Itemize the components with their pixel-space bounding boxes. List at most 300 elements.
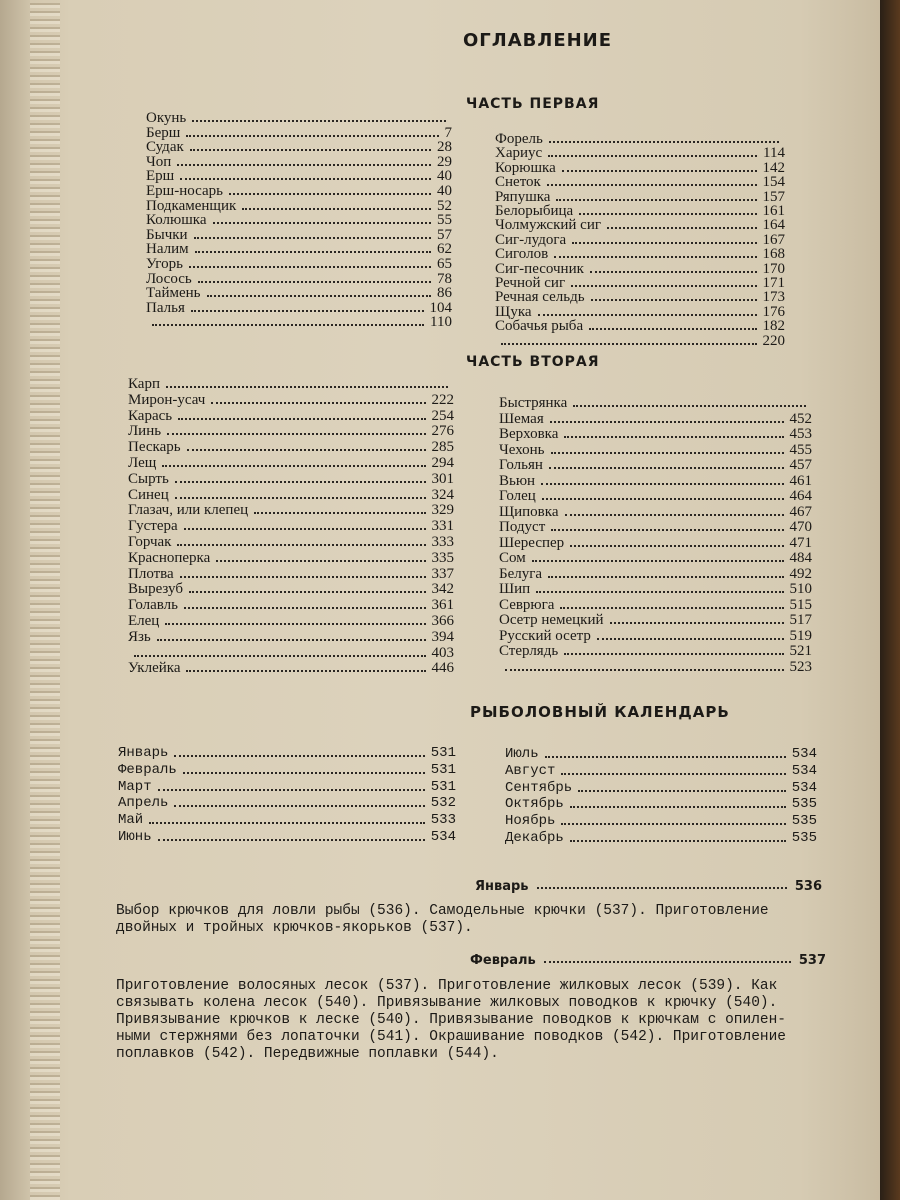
entry-page: 531 xyxy=(430,778,456,795)
section-name: Февраль xyxy=(470,953,536,968)
calendar-title: РЫБОЛОВНЫЙ КАЛЕНДАРЬ xyxy=(470,703,730,721)
entry-page: 52 xyxy=(437,197,452,214)
entry-page: 329 xyxy=(431,502,454,519)
entry-name: Речная сельдь xyxy=(495,289,585,306)
leader-dots xyxy=(134,655,426,657)
leader-dots xyxy=(551,529,783,531)
entry-page: 171 xyxy=(762,275,785,291)
toc-entry xyxy=(495,333,785,349)
text-line: двойных и тройных крючков-якорьков (537). xyxy=(116,920,473,936)
leader-dots xyxy=(572,242,756,244)
leader-dots xyxy=(542,498,784,500)
entry-page: 28 xyxy=(437,139,452,156)
leader-dots xyxy=(565,514,784,516)
leader-dots xyxy=(207,295,432,297)
entry-page: 523 xyxy=(789,658,812,675)
part-one-title: ЧАСТЬ ПЕРВАЯ xyxy=(466,96,600,112)
entry-page: 78 xyxy=(437,270,452,287)
entry-name: Июль xyxy=(505,746,539,762)
leader-dots xyxy=(589,328,756,330)
toc-entry xyxy=(128,487,454,503)
entry-name: Верховка xyxy=(499,426,559,442)
toc-entry xyxy=(499,488,812,504)
entry-page: 86 xyxy=(437,285,452,302)
toc-entry xyxy=(499,426,812,442)
toc-entry xyxy=(499,597,812,613)
toc-entry xyxy=(499,473,812,489)
text-line: ными стержнями без лопаточки (541). Окрашивание поводков (542). Приготовление xyxy=(116,1029,787,1045)
leader-dots xyxy=(190,149,431,151)
entry-page: 535 xyxy=(791,796,817,813)
entry-name: Стерлядь xyxy=(499,643,559,659)
section-page: 536 xyxy=(794,879,822,894)
leader-dots xyxy=(187,449,426,451)
entry-name: Хариус xyxy=(495,145,543,162)
toc-entry xyxy=(146,256,452,272)
toc-entry xyxy=(128,518,454,534)
entry-name: Вьюн xyxy=(499,472,536,489)
entry-name: Собачья рыба xyxy=(495,318,584,335)
leader-dots xyxy=(198,281,431,283)
entry-page: 114 xyxy=(763,145,785,162)
entry-name: Пескарь xyxy=(128,439,181,456)
text-line: Выбор крючков для ловли рыбы (536). Самодельные крючки (537). Приготовление xyxy=(116,903,769,919)
text-line: Привязывание крючков к леске (540). Привязывание поводков к крючкам с опилен- xyxy=(116,1012,787,1028)
section-january-text xyxy=(116,903,769,937)
toc-entry xyxy=(128,645,454,661)
leader-dots xyxy=(536,591,783,593)
text-line: поплавков (542). Передвижные поплавки (544). xyxy=(116,1046,499,1062)
leader-dots xyxy=(564,436,783,438)
toc-entry xyxy=(499,395,812,411)
toc-entry xyxy=(505,796,817,812)
entry-page: 220 xyxy=(762,332,785,349)
leader-dots xyxy=(564,653,783,655)
entry-name: Глазач, или клепец xyxy=(128,502,249,519)
entry-page: 161 xyxy=(762,203,785,219)
entry-page: 534 xyxy=(791,779,817,796)
toc-entry xyxy=(146,227,452,243)
entry-page: 517 xyxy=(789,612,812,628)
entry-name: Подуст xyxy=(499,519,546,535)
entry-page: 167 xyxy=(762,231,785,248)
entry-page: 285 xyxy=(431,439,454,456)
section-february-text xyxy=(116,978,786,1063)
entry-page: 510 xyxy=(789,581,812,597)
toc-entry xyxy=(146,110,452,126)
toc-entry xyxy=(499,411,812,427)
entry-name: Чоп xyxy=(146,153,172,170)
entry-name: Язь xyxy=(128,628,151,645)
leader-dots xyxy=(254,512,425,514)
toc-entry xyxy=(146,271,452,287)
entry-page: 471 xyxy=(789,534,812,551)
entry-name: Уклейка xyxy=(128,660,181,677)
leader-dots xyxy=(158,839,425,841)
entry-name: Красноперка xyxy=(128,549,211,566)
entry-name: Угорь xyxy=(146,256,183,272)
toc-entry xyxy=(128,423,454,439)
toc-entry xyxy=(499,566,812,582)
entry-name: Сырть xyxy=(128,470,169,487)
toc-entry xyxy=(499,643,812,659)
entry-name: Ряпушка xyxy=(495,188,551,205)
leader-dots xyxy=(184,607,425,609)
leader-dots xyxy=(191,310,424,312)
text-line: связывать колена лесок (540). Привязывание жилковых поводков к крючку (540). xyxy=(116,995,778,1011)
entry-name: Ноябрь xyxy=(505,813,556,830)
section-name: Январь xyxy=(475,879,529,894)
leader-dots xyxy=(167,433,425,435)
leader-dots xyxy=(561,823,785,825)
leader-dots xyxy=(549,467,784,469)
leader-dots xyxy=(590,271,757,273)
entry-page: 176 xyxy=(762,303,785,320)
entry-page: 182 xyxy=(762,318,785,335)
toc-entry xyxy=(499,581,812,597)
leader-dots xyxy=(570,840,786,842)
leader-dots xyxy=(162,465,425,467)
entry-page: 157 xyxy=(762,188,785,205)
entry-name: Густера xyxy=(128,518,178,535)
entry-name: Снеток xyxy=(495,174,541,191)
entry-name: Январь xyxy=(118,745,169,761)
entry-page: 173 xyxy=(762,289,785,306)
entry-page: 403 xyxy=(431,644,454,661)
leader-dots xyxy=(573,405,806,407)
entry-name: Шемая xyxy=(499,410,544,427)
entry-name: Май xyxy=(118,812,144,829)
entry-name: Лещ xyxy=(128,455,157,471)
entry-page: 333 xyxy=(431,534,454,550)
entry-name: Февраль xyxy=(118,761,177,778)
leader-dots xyxy=(549,141,779,143)
entry-name: Карп xyxy=(128,376,160,392)
entry-page: 452 xyxy=(789,410,812,427)
entry-name: Осетр немецкий xyxy=(499,612,604,628)
leader-dots xyxy=(183,772,425,774)
toc-entry xyxy=(146,285,452,301)
entry-page: 534 xyxy=(791,762,817,779)
leader-dots xyxy=(541,483,783,485)
toc-entry xyxy=(499,659,812,675)
entry-name: Берш xyxy=(146,124,181,141)
leader-dots xyxy=(561,773,785,775)
entry-name: Август xyxy=(505,762,556,779)
toc-entry xyxy=(118,829,456,845)
entry-page: 55 xyxy=(437,212,452,229)
entry-name: Русский осетр xyxy=(499,627,591,644)
entry-name: Гольян xyxy=(499,457,543,473)
leader-dots xyxy=(184,528,426,530)
leader-dots xyxy=(551,452,784,454)
leader-dots xyxy=(186,135,438,137)
entry-page: 467 xyxy=(789,503,812,520)
toc-entry xyxy=(118,795,456,811)
leader-dots xyxy=(532,560,784,562)
entry-name: Таймень xyxy=(146,285,201,302)
entry-page: 164 xyxy=(762,217,785,234)
entry-name: Щиповка xyxy=(499,503,559,520)
entry-name: Сиголов xyxy=(495,246,549,263)
leader-dots xyxy=(211,402,425,404)
entry-page: 29 xyxy=(437,153,452,170)
part-two-title: ЧАСТЬ ВТОРАЯ xyxy=(466,354,600,370)
leader-dots xyxy=(174,755,424,757)
entry-page: 168 xyxy=(762,246,785,263)
entry-name: Шереспер xyxy=(499,534,565,551)
entry-page: 533 xyxy=(430,812,456,829)
leader-dots xyxy=(213,222,431,224)
leader-dots xyxy=(571,285,756,287)
leader-dots xyxy=(501,343,757,345)
entry-name: Белорыбица xyxy=(495,203,574,219)
entry-name: Сиг-песочник xyxy=(495,260,584,277)
leader-dots xyxy=(578,790,786,792)
entry-name: Апрель xyxy=(118,795,169,812)
toc-entry xyxy=(499,612,812,628)
entry-name: Белуга xyxy=(499,565,543,582)
entry-page: 464 xyxy=(789,488,812,504)
entry-name: Синец xyxy=(128,486,169,503)
entry-page: 7 xyxy=(444,124,452,141)
entry-name: Щука xyxy=(495,303,532,320)
toc-entry xyxy=(499,628,812,644)
entry-page: 457 xyxy=(789,457,812,473)
entry-page: 531 xyxy=(430,745,456,761)
entry-page: 324 xyxy=(431,486,454,503)
entry-page: 65 xyxy=(437,256,452,272)
leader-dots xyxy=(178,418,425,420)
leader-dots xyxy=(610,622,784,624)
entry-name: Март xyxy=(118,778,152,795)
leader-dots xyxy=(216,560,425,562)
entry-page: 521 xyxy=(789,643,812,659)
entry-page: 110 xyxy=(430,314,452,331)
leader-dots xyxy=(548,576,783,578)
leader-dots xyxy=(158,789,425,791)
entry-page: 222 xyxy=(431,391,454,408)
toc-entry xyxy=(146,139,452,155)
entry-page: 170 xyxy=(762,260,785,277)
leader-dots xyxy=(562,170,757,172)
entry-page: 534 xyxy=(791,746,817,762)
page-title: ОГЛАВЛЕНИЕ xyxy=(463,30,613,51)
toc-entry xyxy=(128,534,454,550)
entry-name: Горчак xyxy=(128,534,172,550)
entry-page: 142 xyxy=(762,159,785,176)
leader-dots xyxy=(505,669,784,671)
entry-name: Сом xyxy=(499,550,526,566)
entry-name: Шип xyxy=(499,581,531,597)
leader-dots xyxy=(194,237,431,239)
entry-page: 342 xyxy=(431,581,454,598)
entry-page: 453 xyxy=(789,426,812,442)
text-line: Приготовление волосяных лесок (537). Приготовление жилковых лесок (539). Как xyxy=(116,978,778,994)
toc-entry xyxy=(146,241,452,257)
leader-dots xyxy=(545,756,786,758)
leader-dots xyxy=(180,178,431,180)
leader-dots xyxy=(166,386,448,388)
toc-entry xyxy=(128,392,454,408)
leader-dots xyxy=(544,961,791,963)
toc-entry xyxy=(499,519,812,535)
entry-page: 366 xyxy=(431,613,454,629)
toc-entry xyxy=(128,660,454,676)
leader-dots xyxy=(550,421,784,423)
entry-name: Плотва xyxy=(128,565,174,582)
leader-dots xyxy=(149,822,425,824)
leader-dots xyxy=(579,213,756,215)
entry-name: Палья xyxy=(146,299,185,316)
entry-page: 492 xyxy=(789,565,812,582)
entry-page: 104 xyxy=(429,299,452,316)
entry-page: 301 xyxy=(431,470,454,487)
leader-dots xyxy=(591,299,757,301)
section-page: 537 xyxy=(798,953,826,968)
toc-entry xyxy=(505,763,817,779)
entry-page: 470 xyxy=(789,519,812,535)
toc-entry xyxy=(128,629,454,645)
entry-page: 331 xyxy=(431,518,454,535)
leader-dots xyxy=(186,670,425,672)
leader-dots xyxy=(189,591,426,593)
toc-entry xyxy=(128,550,454,566)
leader-dots xyxy=(157,639,426,641)
toc-entry xyxy=(128,566,454,582)
entry-name: Октябрь xyxy=(505,796,564,813)
entry-name: Мирон-усач xyxy=(128,391,206,408)
leader-dots xyxy=(560,607,783,609)
toc-entry xyxy=(499,550,812,566)
leader-dots xyxy=(174,805,424,807)
entry-name: Корюшка xyxy=(495,159,556,176)
entry-page: 40 xyxy=(437,183,452,199)
entry-name: Ерш xyxy=(146,168,175,185)
toc-entry xyxy=(146,183,452,199)
entry-page: 154 xyxy=(762,174,785,191)
toc-entry xyxy=(146,212,452,228)
toc-entry xyxy=(128,613,454,629)
toc-entry xyxy=(499,504,812,520)
entry-name: Судак xyxy=(146,139,184,156)
leader-dots xyxy=(195,251,431,253)
entry-name: Вырезуб xyxy=(128,581,183,598)
leader-dots xyxy=(177,164,431,166)
entry-page: 532 xyxy=(430,795,456,812)
toc-entry xyxy=(505,830,817,846)
toc-entry xyxy=(128,581,454,597)
toc-entry xyxy=(499,535,812,551)
section-january xyxy=(475,876,822,894)
leader-dots xyxy=(180,576,426,578)
entry-name: Подкаменщик xyxy=(146,197,237,214)
entry-name: Быстрянка xyxy=(499,395,568,411)
entry-page: 535 xyxy=(791,813,817,830)
entry-page: 531 xyxy=(430,761,456,778)
toc-entry xyxy=(146,198,452,214)
entry-name: Сентябрь xyxy=(505,779,573,796)
entry-page: 515 xyxy=(789,596,812,613)
leader-dots xyxy=(192,120,446,122)
leader-dots xyxy=(556,199,756,201)
leader-dots xyxy=(538,314,757,316)
toc-entry xyxy=(118,762,456,778)
section-february xyxy=(470,950,826,968)
entry-page: 446 xyxy=(431,660,454,677)
entry-name: Чехонь xyxy=(499,441,545,458)
entry-name: Голец xyxy=(499,488,536,504)
entry-name: Лосось xyxy=(146,270,192,287)
entry-page: 335 xyxy=(431,549,454,566)
entry-page: 361 xyxy=(431,597,454,614)
leader-dots xyxy=(597,638,784,640)
entry-name: Речной сиг xyxy=(495,275,566,291)
leader-dots xyxy=(229,193,431,195)
book-spine xyxy=(30,0,60,1200)
entry-name: Елец xyxy=(128,613,160,629)
entry-name: Карась xyxy=(128,407,173,424)
toc-entry xyxy=(505,780,817,796)
entry-name: Форель xyxy=(495,131,543,147)
entry-page: 337 xyxy=(431,565,454,582)
leader-dots xyxy=(175,481,426,483)
entry-page: 535 xyxy=(791,830,817,846)
leader-dots xyxy=(152,324,424,326)
toc-entry xyxy=(505,813,817,829)
entry-name: Окунь xyxy=(146,110,187,126)
entry-name: Июнь xyxy=(118,829,152,845)
entry-page: 276 xyxy=(431,423,454,440)
toc-entry xyxy=(146,168,452,184)
entry-page: 484 xyxy=(789,550,812,566)
toc-entry xyxy=(118,812,456,828)
toc-entry xyxy=(128,376,454,392)
toc-entry xyxy=(146,314,452,330)
toc-entry xyxy=(128,502,454,518)
leader-dots xyxy=(570,545,783,547)
toc-entry xyxy=(128,408,454,424)
toc-entry xyxy=(128,471,454,487)
toc-entry xyxy=(499,442,812,458)
leader-dots xyxy=(165,623,425,625)
entry-page: 294 xyxy=(431,455,454,471)
entry-page: 455 xyxy=(789,441,812,458)
entry-page: 62 xyxy=(437,241,452,258)
entry-page: 394 xyxy=(431,628,454,645)
entry-page: 57 xyxy=(437,226,452,243)
leader-dots xyxy=(547,184,757,186)
entry-name: Ерш-носарь xyxy=(146,183,223,199)
entry-name: Сиг-лудога xyxy=(495,231,567,248)
leader-dots xyxy=(177,544,425,546)
toc-entry xyxy=(128,439,454,455)
toc-entry xyxy=(128,597,454,613)
toc-entry xyxy=(505,746,817,762)
entry-name: Колюшка xyxy=(146,212,207,229)
toc-entry xyxy=(146,125,452,141)
entry-name: Севрюга xyxy=(499,596,555,613)
leader-dots xyxy=(189,266,431,268)
toc-entry xyxy=(146,154,452,170)
entry-page: 254 xyxy=(431,407,454,424)
toc-entry xyxy=(118,779,456,795)
book-cover-edge xyxy=(880,0,900,1200)
toc-entry xyxy=(146,300,452,316)
entry-page: 461 xyxy=(789,472,812,489)
leader-dots xyxy=(554,256,756,258)
entry-name: Линь xyxy=(128,423,162,440)
